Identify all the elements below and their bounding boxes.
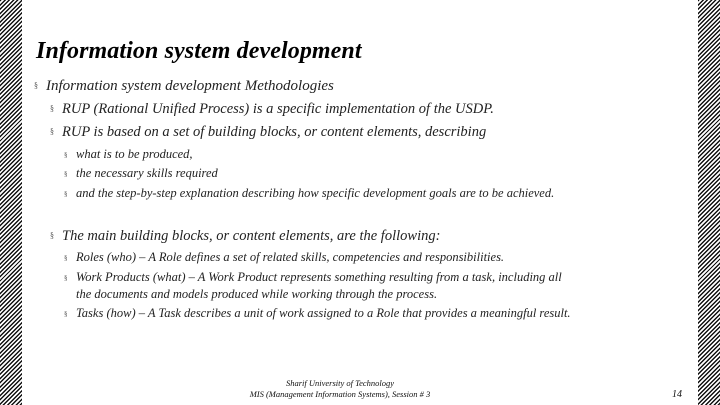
slide-title: Information system development — [36, 38, 362, 64]
bullet-text: what is to be produced, — [76, 147, 193, 161]
bullet-text: Tasks (how) – A Task describes a unit of work assigned to a Role that provides a meaningful result. — [76, 306, 571, 320]
bullet-text: RUP is based on a set of building blocks, or content elements, describing — [62, 124, 487, 140]
bullet-marker: § — [34, 81, 38, 90]
bullet-text: the necessary skills required — [76, 166, 218, 180]
right-decorative-border — [698, 0, 720, 405]
page-number: 14 — [672, 389, 682, 400]
bullet-text-continued: the documents and models produced while working through the process. — [76, 287, 438, 301]
bullet-marker: § — [64, 170, 68, 178]
bullet-l3-roles — [64, 250, 504, 265]
bullet-text: Work Products (what) – A Work Product represents something resulting from a task, including all — [76, 270, 562, 284]
bullet-text: and the step-by-step explanation describing how specific development goals are to be achieved. — [76, 186, 555, 200]
bullet-text: Roles (who) – A Role defines a set of related skills, competencies and responsibilities. — [76, 250, 505, 264]
bullet-l2-main-blocks — [50, 228, 440, 245]
bullet-marker: § — [64, 274, 68, 282]
bullet-l3-skills — [64, 166, 218, 181]
bullet-l3-tasks — [64, 306, 571, 321]
footer-university: Sharif University of Technology — [285, 378, 395, 388]
bullet-marker: § — [50, 104, 54, 113]
bullet-marker: § — [64, 151, 68, 159]
bullet-marker: § — [50, 231, 54, 240]
bullet-text: RUP (Rational Unified Process) is a specific implementation of the USDP. — [62, 101, 494, 117]
bullet-l2-rup-implementation — [50, 101, 494, 118]
bullet-text: The main building blocks, or content elements, are the following: — [62, 228, 441, 244]
bullet-marker: § — [50, 127, 54, 136]
bullet-marker: § — [64, 310, 68, 318]
bullet-l3-work-products — [64, 270, 562, 285]
bullet-marker: § — [64, 254, 68, 262]
bullet-marker: § — [64, 190, 68, 198]
bullet-l3-work-products-continued — [76, 287, 437, 302]
footer-course: MIS (Management Information Systems), Session # 3 — [249, 389, 431, 399]
bullet-l1-methodologies — [34, 78, 334, 95]
left-decorative-border — [0, 0, 22, 405]
bullet-l3-explanation — [64, 186, 554, 201]
bullet-text: Information system development Methodologies — [46, 78, 334, 94]
bullet-l2-rup-building-blocks — [50, 124, 486, 141]
footer — [200, 378, 480, 400]
bullet-l3-what — [64, 147, 193, 162]
